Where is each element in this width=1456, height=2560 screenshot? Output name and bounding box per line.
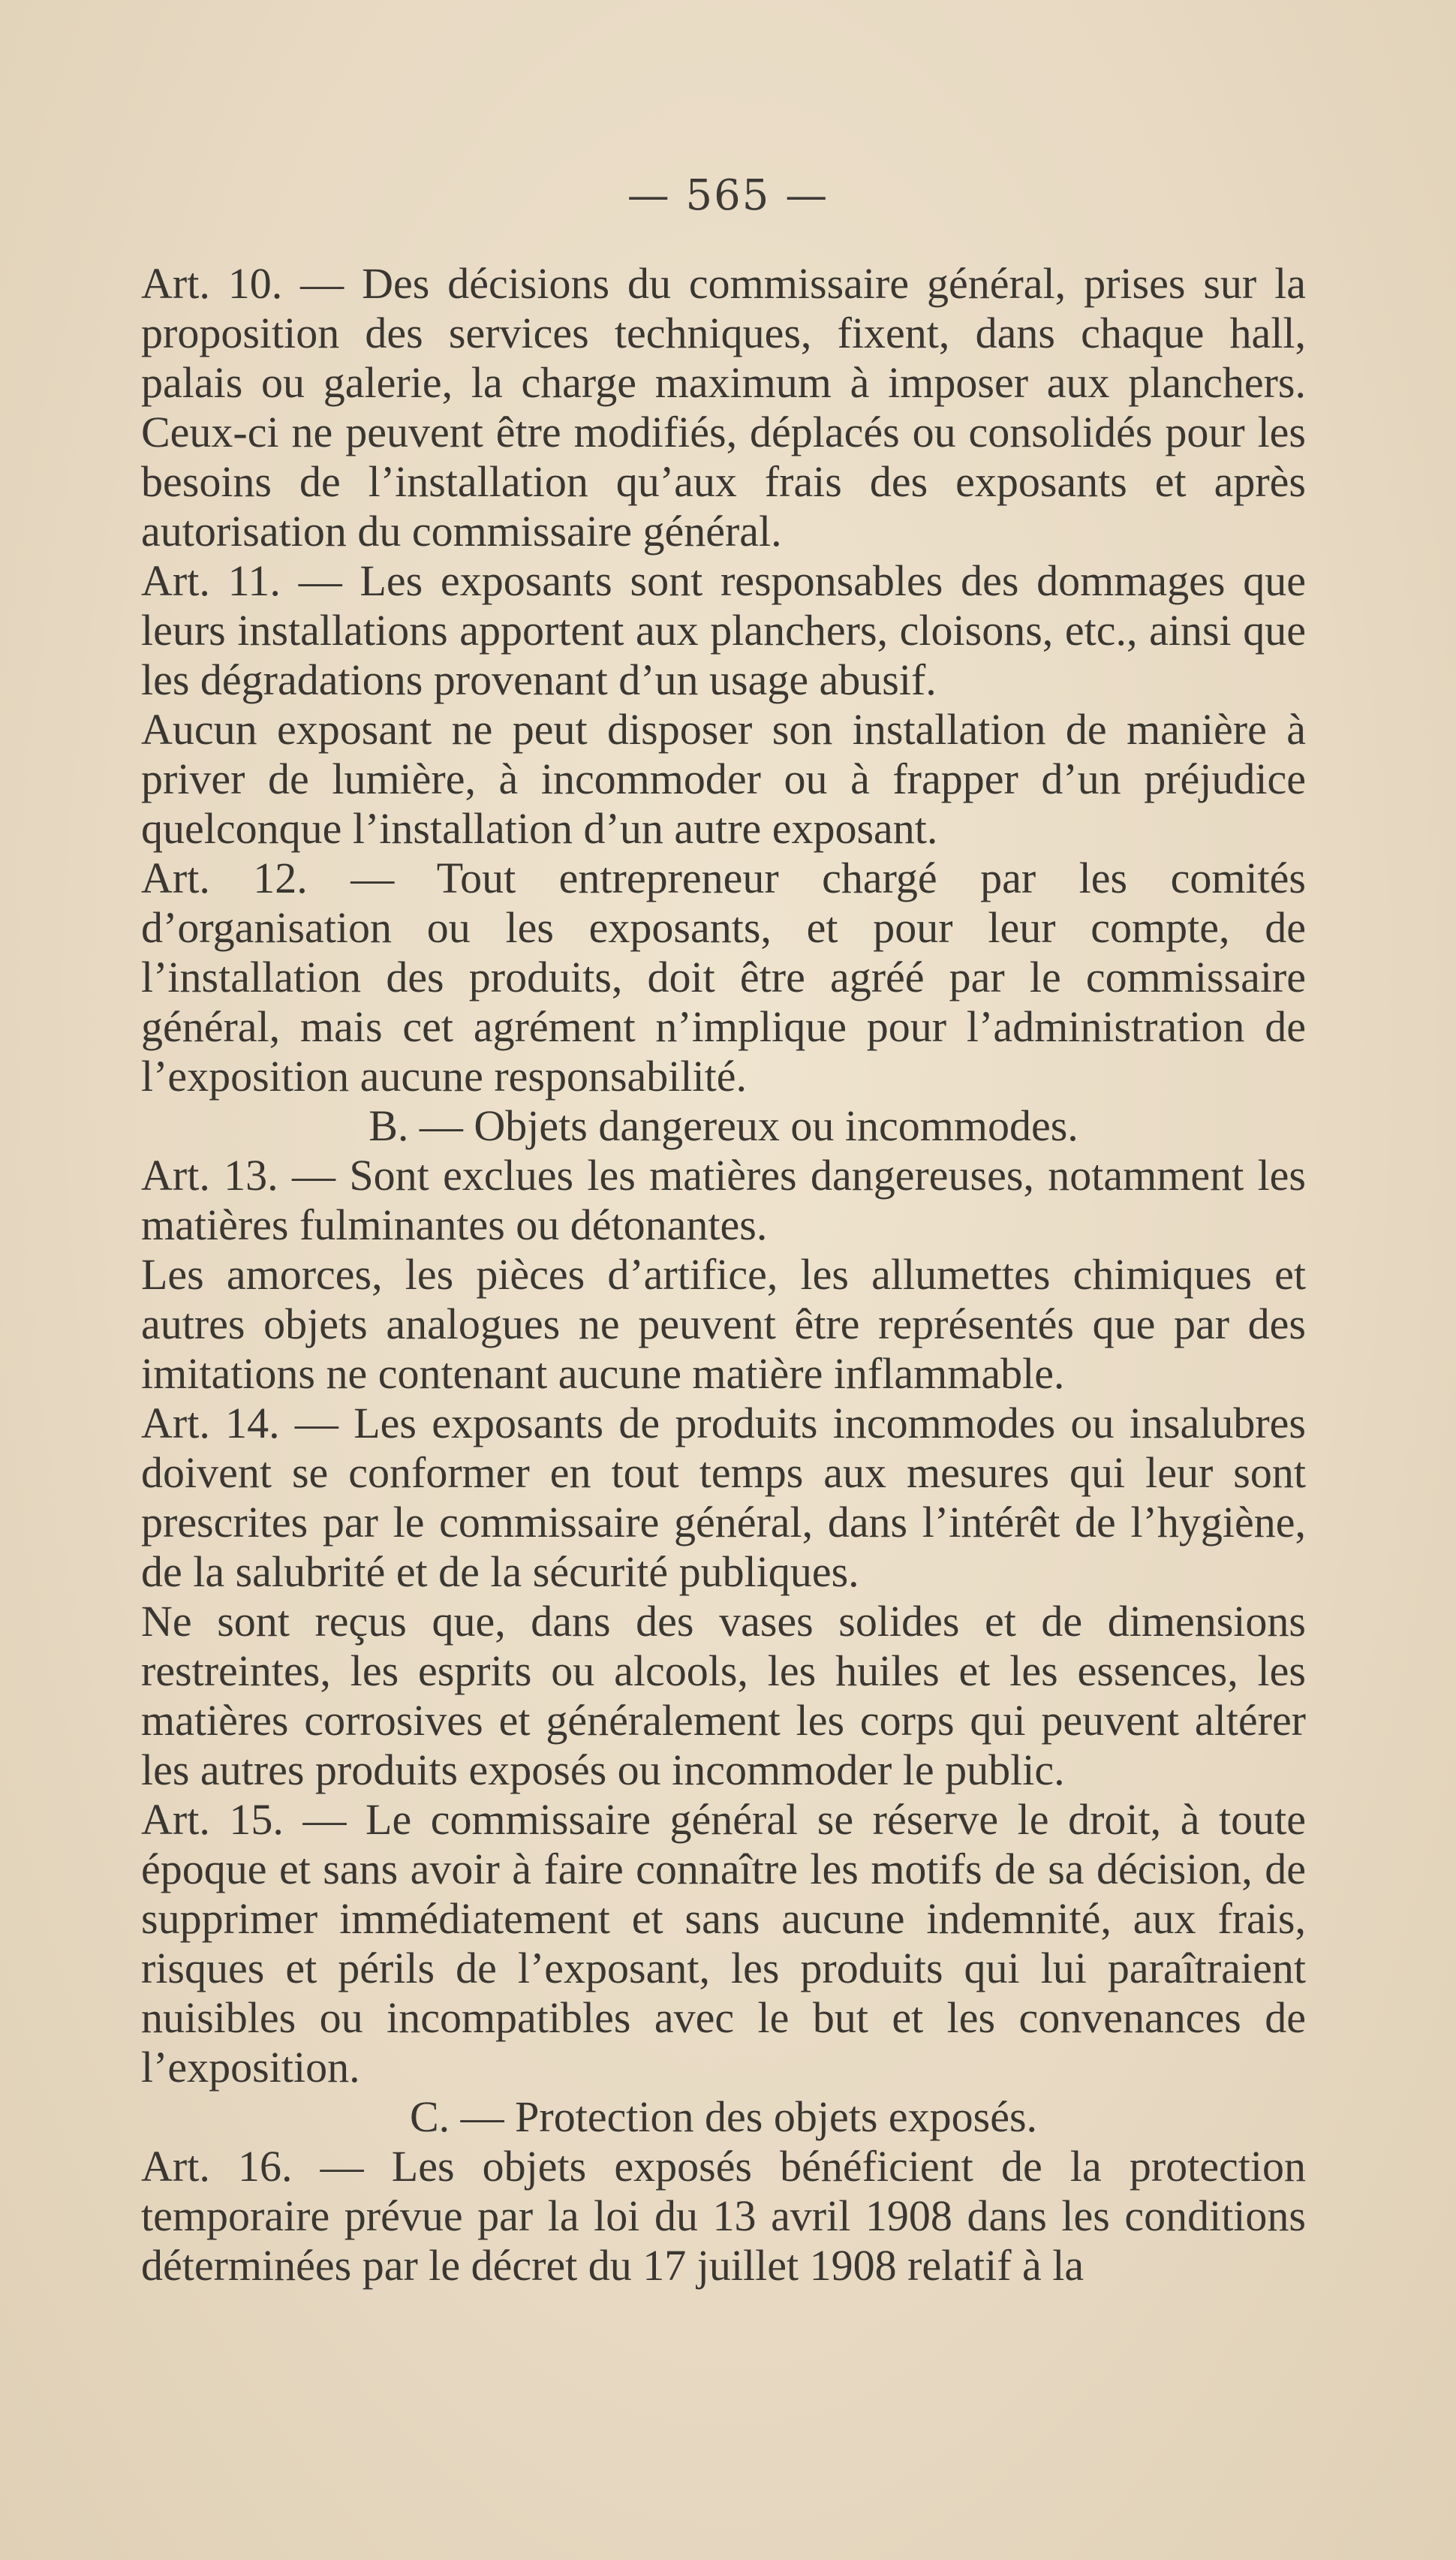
paragraph-art-11: Art. 11. — Les exposants sont responsables des dommages que leurs installations apportent aux planchers, cloisons, etc., ainsi que les dégradations provenant d’un usage abusif.: [141, 556, 1306, 704]
paragraph-art-15: Art. 15. — Le commissaire général se réserve le droit, à toute époque et sans avoir à faire connaître les motifs de sa décision, de supprimer immédiatement et sans aucune indemnité, aux frais, risques et périls de l’exposant, les produits qui lui paraîtraient nuisibles ou incompatibles avec le but et les convenances de l’exposition.: [141, 1795, 1306, 2092]
section-heading-c: C. — Protection des objets exposés.: [409, 2092, 1038, 2141]
document-body: [141, 259, 1306, 2290]
paragraph-art-10: Art. 10. — Des décisions du commissaire général, prises sur la proposition des services techniques, fixent, dans chaque hall, palais ou galerie, la charge maximum à imposer aux planchers. Ceux-ci ne peuvent être modifiés, déplacés ou consolidés pour les besoins de l’installation qu’aux frais des exposants et après autorisation du commissaire général.: [141, 259, 1306, 556]
paragraph-amorces: Les amorces, les pièces d’artifice, les allumettes chimiques et autres objets analogues ne peuvent être représentés que par des imitations ne contenant aucune matière inflammable.: [141, 1250, 1306, 1398]
paragraph-aucun-exposant: Aucun exposant ne peut disposer son installation de manière à priver de lumière, à incommoder ou à frapper d’un préjudice quelconque l’installation d’un autre exposant.: [141, 705, 1306, 853]
section-heading-b: B. — Objets dangereux ou incommodes.: [369, 1101, 1078, 1150]
paragraph-art-12: Art. 12. — Tout entrepreneur chargé par les comités d’organisation ou les exposants, et pour leur compte, de l’installation des produits, doit être agréé par le commissaire général, mais cet agrément n’implique pour l’administration de l’exposition aucune responsabilité.: [141, 854, 1306, 1101]
page-number: — 565 —: [627, 171, 829, 220]
paragraph-ne-sont-recus: Ne sont reçus que, dans des vases solides et de dimensions restreintes, les esprits ou alcools, les huiles et les essences, les matières corrosives et généralement les corps qui peuvent altérer les autres produits exposés ou incommoder le public.: [141, 1597, 1306, 1794]
paragraph-art-14: Art. 14. — Les exposants de produits incommodes ou insalubres doivent se conformer en tout temps aux mesures qui leur sont prescrites par le commissaire général, dans l’intérêt de l’hygiène, de la salubrité et de la sécurité publiques.: [141, 1399, 1306, 1596]
paragraph-art-13: Art. 13. — Sont exclues les matières dangereuses, notamment les matières fulminantes ou détonantes.: [141, 1151, 1306, 1249]
paragraph-art-16: Art. 16. — Les objets exposés bénéficient de la protection temporaire prévue par la loi du 13 avril 1908 dans les conditions déterminées par le décret du 17 juillet 1908 relatif à la: [141, 2142, 1306, 2290]
